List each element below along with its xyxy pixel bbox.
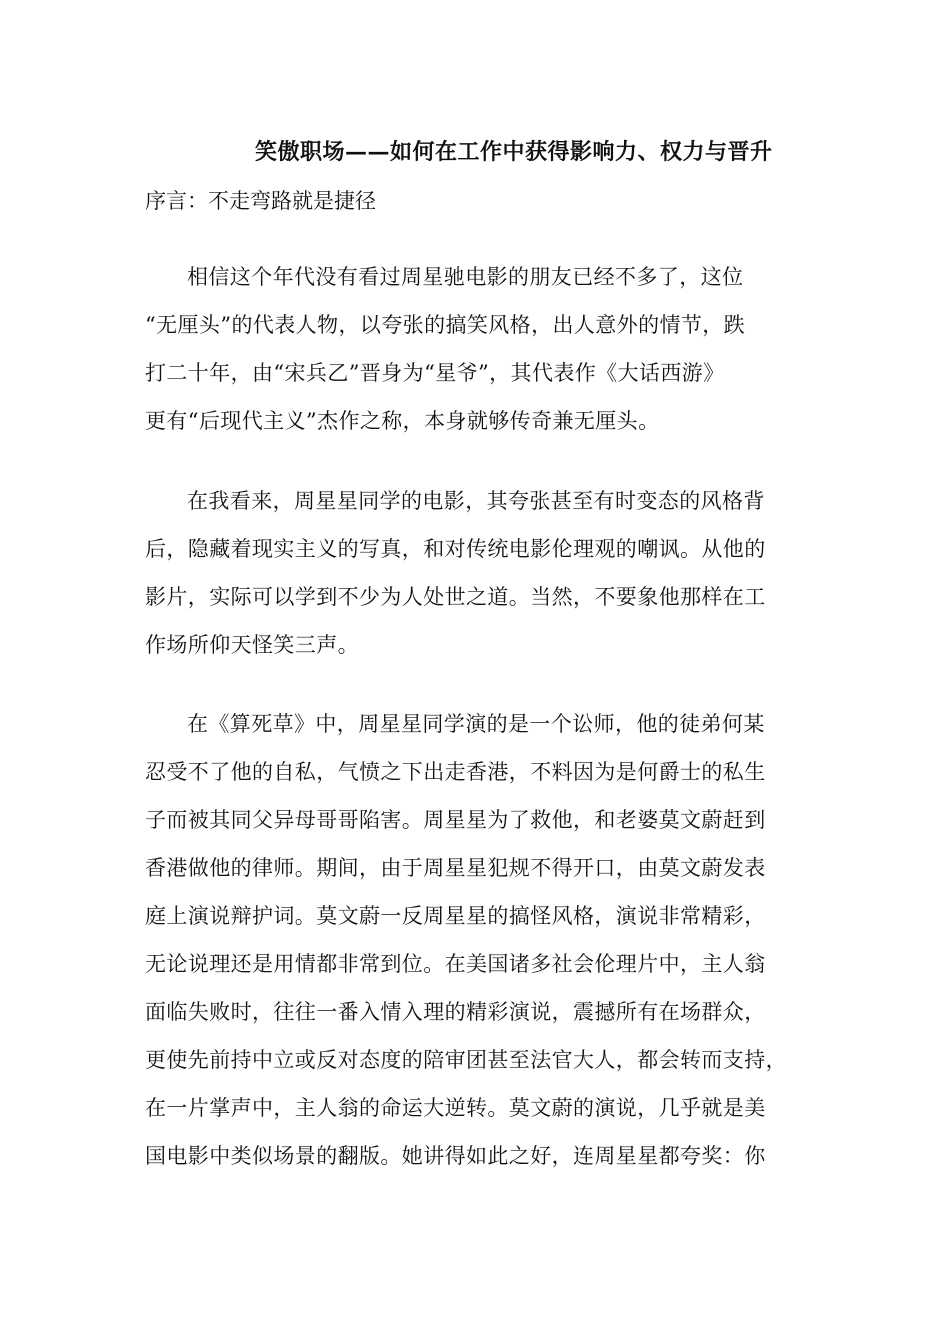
paragraph-line: 忍受不了他的自私，气愤之下出走香港，不料因为是何爵士的私生	[145, 760, 766, 784]
paragraph-line: 在《算死草》中，周星星同学演的是一个讼师，他的徒弟何某	[187, 712, 765, 736]
paragraph-2	[145, 477, 825, 669]
paragraph-line: 作场所仰天怪笑三声。	[145, 633, 359, 657]
paragraph-line: 香港做他的律师。期间，由于周星星犯规不得开口，由莫文蔚发表	[145, 856, 766, 880]
paragraph-line: 子而被其同父异母哥哥陷害。周星星为了救他，和老婆莫文蔚赶到	[145, 808, 766, 832]
document-title: 笑傲职场——如何在工作中获得影响力、权力与晋升	[255, 139, 773, 165]
paragraph-line: 无论说理还是用情都非常到位。在美国诸多社会伦理片中，主人翁	[145, 952, 766, 976]
paragraph-line: 在我看来，周星星同学的电影，其夸张甚至有时变态的风格背	[187, 489, 765, 513]
paragraph-line: 影片，实际可以学到不少为人处世之道。当然，不要象他那样在工	[145, 585, 766, 609]
paragraph-line: 更使先前持中立或反对态度的陪审团甚至法官大人，都会转而支持，	[145, 1048, 787, 1072]
paragraph-line: 更有“后现代主义”杰作之称，本身就够传奇兼无厘头。	[145, 409, 660, 433]
paragraph-line: 打二十年，由“宋兵乙”晋身为“星爷”，其代表作《大话西游》	[145, 361, 725, 385]
paragraph-line: 后，隐藏着现实主义的写真，和对传统电影伦理观的嘲讽。从他的	[145, 537, 766, 561]
paragraph-line: “无厘头”的代表人物，以夸张的搞笑风格，出人意外的情节，跌	[145, 313, 746, 337]
paragraph-3	[145, 700, 825, 1180]
paragraph-line: 面临失败时，往往一番入情入理的精彩演说，震撼所有在场群众，	[145, 1000, 766, 1024]
paragraph-line: 相信这个年代没有看过周星驰电影的朋友已经不多了，这位	[187, 265, 744, 289]
paragraph-1	[145, 253, 825, 445]
paragraph-line: 庭上演说辩护词。莫文蔚一反周星星的搞怪风格，演说非常精彩，	[145, 904, 766, 928]
preface-heading: 序言：不走弯路就是捷径	[145, 189, 376, 213]
paragraph-line: 在一片掌声中，主人翁的命运大逆转。莫文蔚的演说，几乎就是美	[145, 1096, 766, 1120]
paragraph-line: 国电影中类似场景的翻版。她讲得如此之好，连周星星都夸奖：你	[145, 1144, 766, 1168]
